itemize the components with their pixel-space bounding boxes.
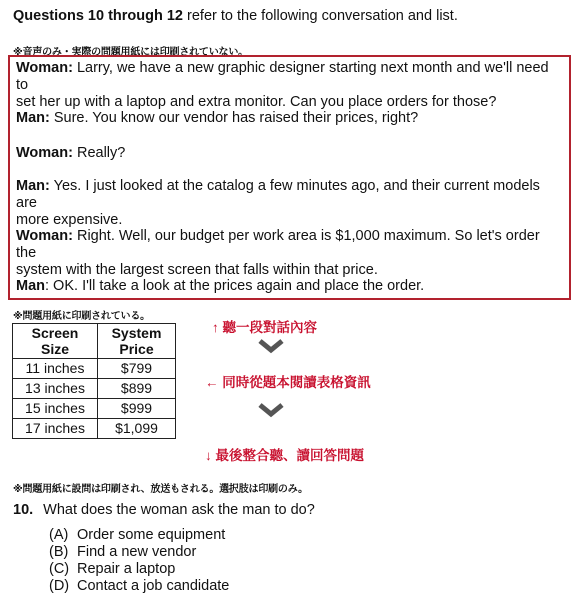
- speaker-label: Woman:: [16, 145, 73, 161]
- table-cell: 11 inches: [13, 359, 98, 379]
- heading-bold: Questions 10 through 12: [13, 8, 183, 24]
- section-heading: [13, 8, 458, 24]
- table-cell: 17 inches: [13, 419, 98, 439]
- table-row: [13, 379, 176, 399]
- dialogue-text: system with the largest screen that falls within that price.: [16, 262, 378, 278]
- conversation-line: [16, 60, 563, 111]
- option-text: Contact a job candidate: [77, 578, 230, 594]
- conversation-line: [16, 145, 563, 162]
- answer-option: [49, 544, 196, 560]
- table-row: [13, 419, 176, 439]
- conversation-line: [16, 178, 563, 229]
- speaker-label: Man:: [16, 110, 50, 126]
- printed-note: ※問題用紙に印刷されている。: [13, 311, 150, 322]
- audio-only-note: ※音声のみ・実際の問題用紙には印刷されていない。: [13, 47, 248, 58]
- answer-option: [49, 527, 225, 543]
- chevron-down-icon: [258, 338, 284, 354]
- option-letter: (A): [49, 527, 69, 543]
- answer-option: [49, 561, 175, 577]
- dialogue-text: Really?: [72, 145, 126, 161]
- price-table: [12, 323, 176, 439]
- speaker-label: Man:: [16, 178, 50, 194]
- answer-option: [49, 578, 229, 594]
- annotation-step-1: ↑ 聽一段對話內容: [212, 320, 318, 335]
- table-cell: 13 inches: [13, 379, 98, 399]
- question-text: What does the woman ask the man to do?: [43, 502, 315, 518]
- conversation-line: [16, 228, 563, 279]
- question-note: ※問題用紙に設問は印刷され、放送もされる。選択肢は印刷のみ。: [13, 484, 308, 495]
- heading-rest: refer to the following conversation and list.: [183, 8, 458, 24]
- dialogue-text: Yes. I just looked at the catalog a few minutes ago, and their current models are: [16, 178, 540, 211]
- conversation-line: [16, 110, 563, 127]
- dialogue-text: Sure. You know our vendor has raised their prices, right?: [49, 110, 419, 126]
- table-row: [13, 359, 176, 379]
- conversation-line: [16, 278, 563, 295]
- option-letter: (B): [49, 544, 69, 560]
- annotation-step-3: ↓ 最後整合聽、讀回答問題: [205, 448, 365, 463]
- table-cell: $1,099: [98, 419, 176, 439]
- table-cell: $799: [98, 359, 176, 379]
- option-letter: (D): [49, 578, 70, 594]
- chevron-down-icon: [258, 402, 284, 418]
- dialogue-text: Right. Well, our budget per work area is $1,000 maximum. So let's order the: [16, 228, 540, 261]
- table-header-row: [13, 324, 176, 359]
- speaker-label: Woman:: [16, 228, 73, 244]
- dialogue-text: : OK. I'll take a look at the prices again and place the order.: [45, 278, 425, 294]
- dialogue-text: set her up with a laptop and extra monitor. Can you place orders for those?: [16, 94, 497, 110]
- question-stem: [13, 502, 315, 518]
- table-cell: 15 inches: [13, 399, 98, 419]
- option-text: Find a new vendor: [77, 544, 197, 560]
- option-text: Repair a laptop: [77, 561, 176, 577]
- table-cell: $899: [98, 379, 176, 399]
- conversation-box: [8, 55, 571, 300]
- question-number: 10.: [13, 502, 34, 518]
- table-row: [13, 399, 176, 419]
- dialogue-text: Larry, we have a new graphic designer starting next month and we'll need to: [16, 60, 549, 93]
- dialogue-text: more expensive.: [16, 212, 123, 228]
- column-header-screen-size: Screen Size: [13, 324, 98, 359]
- annotation-step-2: ← 同時從題本閱讀表格資訊: [205, 375, 371, 390]
- speaker-label: Man: [16, 278, 45, 294]
- option-text: Order some equipment: [77, 527, 226, 543]
- option-letter: (C): [49, 561, 70, 577]
- column-header-system-price: System Price: [98, 324, 176, 359]
- table-cell: $999: [98, 399, 176, 419]
- speaker-label: Woman:: [16, 60, 73, 76]
